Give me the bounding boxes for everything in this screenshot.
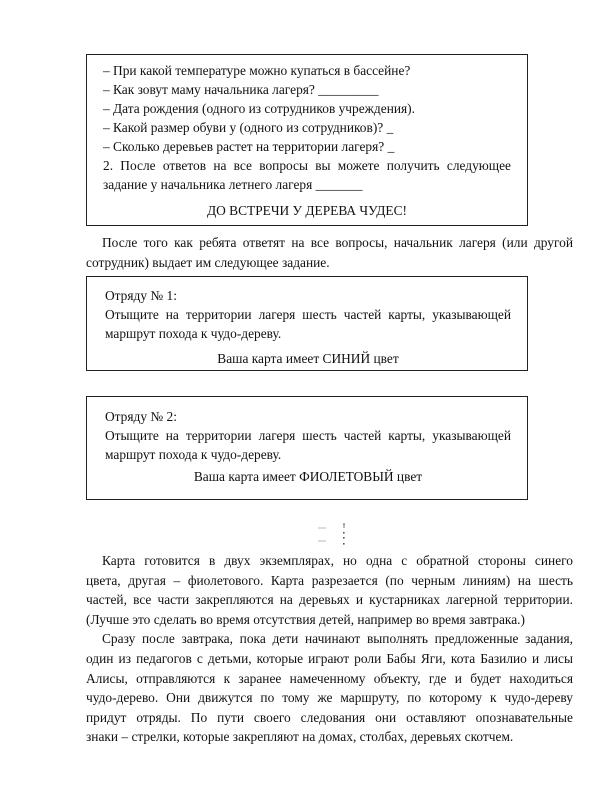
question-line: – Какой размер обуви у (одного из сотрудников)? _ (103, 120, 394, 135)
paragraph-line: Сразу после завтрака, пока дети начинают выполнять предложенные задания, (102, 631, 573, 647)
paragraph-line: частей, все части закрепляются на деревьях и кустарниках лагерной территории. (86, 592, 573, 608)
paragraph-line: придут отряды. По пути своего следования они оставляют опознавательные (86, 709, 573, 725)
question-line: – Дата рождения (одного из сотрудников учреждения). (103, 101, 415, 116)
paragraph-line: (Лучше это сделать во время отсутствия детей, например во время завтрака.) (86, 611, 525, 627)
map-color-line: Ваша карта имеет СИНИЙ цвет (217, 351, 399, 366)
intro-paragraph (86, 233, 573, 272)
paragraph-line: После того как ребята ответят на все вопросы, начальник лагеря (или другой (102, 235, 573, 250)
closing-line: ДО ВСТРЕЧИ У ДЕРЕВА ЧУДЕС! (207, 203, 407, 218)
squad-title: Отряду № 1: (105, 288, 177, 303)
question-line: – Сколько деревьев растет на территории лагеря? _ (103, 139, 395, 154)
squad2-task-box (86, 396, 528, 500)
paragraph-line: сотрудник) выдает им следующее задание. (86, 254, 330, 270)
questions-box (86, 54, 528, 226)
paragraph-line: чудо-дерево. Они движутся по тому же маршруту, по которому к чудо-дереву (86, 690, 573, 706)
paragraph-line: Алисы, отправляются к заранее намеченному объекту, где и будет находиться (86, 670, 573, 686)
task-line: маршрут похода к чудо-дереву. (105, 326, 282, 341)
question-line: – При какой температуре можно купаться в бассейне? (103, 63, 411, 78)
task-line: Отыщите на территории лагеря шесть частей карты, указывающей (105, 428, 511, 443)
instruction-line: 2. После ответов на все вопросы вы можете получить следующее (103, 158, 511, 173)
paragraph-line: Карта готовится в двух экземплярах, но одна с обратной стороны синего (102, 553, 573, 568)
task-line: маршрут похода к чудо-дереву. (105, 447, 282, 462)
squad-title: Отряду № 2: (105, 409, 177, 424)
task-line: Отыщите на территории лагеря шесть частей карты, указывающей (105, 307, 511, 322)
squad1-task-box (86, 276, 528, 371)
paragraph-line: знаки – стрелки, которые закрепляют на домах, столбах, деревьях скотчем. (86, 729, 514, 745)
paragraph-line: цвета, другая – фиолетового. Карта разрезается (по черным линиям) на шесть (86, 572, 573, 588)
body-paragraphs (86, 551, 573, 747)
map-color-line: Ваша карта имеет ФИОЛЕТОВЫЙ цвет (193, 469, 423, 484)
paragraph-line: один из педагогов с детьми, которые играют роли Бабы Яги, кота Базилио и лисы (86, 650, 573, 666)
map-thumbnail-image (312, 518, 360, 548)
instruction-line: задание у начальника летнего лагеря _______ (103, 177, 363, 192)
question-line: – Как зовут маму начальника лагеря? _________ (103, 82, 379, 97)
